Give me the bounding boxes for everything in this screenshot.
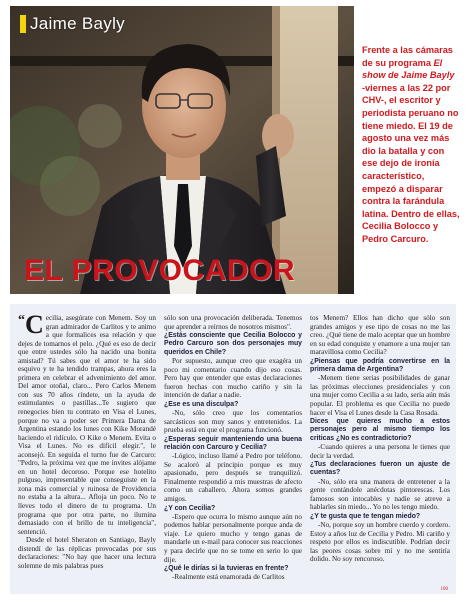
open-quote-icon: “ — [18, 313, 25, 328]
section-tag — [20, 14, 125, 34]
interview-question: ¿Estás consciente que Cecilia Bolocco y Pedro Carcuro son dos personajes muy queridos en Chile? — [164, 332, 302, 356]
interview-question: Dices que quieres mucho a estos personajes pero al mismo tiempo los criticas ¿No es contradictorio? — [310, 418, 450, 442]
column-1 — [18, 310, 156, 570]
interview-answer: -Espero que ocurra lo mismo aunque aún no podemos hablar personalmente porque anda de viaje. Le quiero mucho y tengo ganas de mandarle un e-mail para conocer sus reacciones y para decirle que no se tome en serio lo que dije. — [164, 512, 302, 564]
interview-question: ¿Qué le dirías si la tuvieras en frente? — [164, 565, 289, 573]
section-title: Jaime Bayly — [30, 14, 125, 33]
interview-question: ¿Piensas que podría convertirse en la primera dama de Argentina? — [310, 357, 450, 374]
intro-paragraph — [362, 44, 460, 246]
page-number: 100 — [440, 587, 448, 592]
interview-answer: -No, sólo creo que los comentarios sarcásticos son muy sanos y entretenidos. La prueba está en que el programa funcionó. — [164, 409, 302, 435]
portrait-illustration — [10, 6, 354, 294]
paragraph-text: Desde el hotel Sheraton en Santiago, Bayly distendí de las réplicas provocadas por sus declaraciones: "No hay que hacer una lectura solemne de mis palabras pues — [18, 536, 156, 570]
paragraph-text: ecilia, asegúrate con Menem. Soy un gran admirador de Carlitos y te animo a que formalices esa relación y que dejes de tomarnos el pelo. ¿Qué es eso de decir que entre ustedes sólo ha nacido una bonita amistad? Tú sabes que el amor te ha sido esquivo y te ha tendido trampas, ahora eres la primera en celebrar el advenimiento del amor. Del amor otoñal, claro... Pero Carlos Menem con sus 70 años ríndete, un la ayuda de estimulantes o pastillas...Te sugiero que renegocies bien tu contrato en Visa el Lunes, porque no va a poder ser Primera Dama de Argentina estando los lunes con Kike Morandé haciendo el ridículo. O Kike o Menem. Evita o Visa el Lunes. No es difícil elegir.", le aconsejó. En seguida el turno fue de Carcuro: "Pedro, la próxima vez que me invites alójame en un hotel decoroso. Porque ese hotelito pulguso, impresentable que conseguiste en la zona más comercial y ruinosa de Providencia no estaba a la altura... Afloja un poco. No te lleves todo el dinero de tu programa. Un programa que por otra parte, no ilumina demasiado con el brillo de tu inteligencia", sentenció. — [18, 314, 156, 536]
column-2 — [164, 314, 302, 582]
interview-question: ¿Ese es una disculpa? — [164, 400, 239, 408]
interview-answer: -Menem tiene serias posibilidades de ganar las próximas elecciones presidenciales y con una mujer como Cecilia a su lado, sería aún más popular. El problema es que Cecilia no puede hacer el Visa el Lunes desde la Casa Rosada. — [310, 374, 450, 417]
interview-answer: Por supuesto, aunque creo que exagéra un poco mi comentario cuando dijo eso cosas. Pero hay que entender que estas declaraciones fueron hechas con mucho cariño y sin la intención de dañar a nadie. — [164, 356, 302, 400]
intro-part-3: -viernes a las 22 por CHV-, el escritor y periodista peruano no tiene miedo. El 19 de agosto una vez más dio la batalla y con ese dejo de ironía característico, empezó a disparar contra la farándula latina. Dentro de ellas, Cecilia Bolocco y Pedro Carcuro. — [362, 82, 460, 244]
interview-answer: -Cuando quieres a una persona le tienes que decir la verdad. — [310, 442, 450, 460]
intro-text — [362, 44, 460, 246]
section-tag-marker — [20, 15, 26, 33]
drop-cap: “C — [18, 310, 44, 339]
interview-answer: -Lógico, incluso llamé a Pedro por teléfono. Se acaloró al principio porque es muy apasionado, pero después se tranquilizó. Finalmente respondió a mis muestras de afecto como un caballero. Ahora somos grandes amigos. — [164, 452, 302, 503]
column-3 — [310, 314, 450, 564]
interview-answer: -No, porque soy un hombre cuerdo y cordero. Estoy a años luz de Cecilia y Pedro. Mi cariño y respeto por ellos es indiscutible. Podrían decir las peores cosas sobre mí y no me sentiría dolido. No soy rencoroso. — [310, 521, 450, 564]
portrait-photo — [10, 6, 354, 294]
interview-question: ¿Y te gusta que te tengan miedo? — [310, 512, 421, 520]
article-body — [10, 304, 456, 594]
intro-part-1: Frente a las cámaras de su programa — [362, 45, 453, 68]
show-title: El show de Jaime Bayly — [362, 57, 455, 81]
interview-answer: -Realmente está enamorada de Carlitos — [172, 573, 285, 582]
paragraph-text: tos Menem? Ellos han dicho que sólo son grandes amigos y ese tipo de cosas no me las creo. ¿Qué tiene de malo aceptar que un hombre en su edad conquiste y enamore a una mujer tan maravillosa como Cecilia? — [310, 314, 450, 357]
interview-question: ¿Tus declaraciones fueron un ajuste de cuentas? — [310, 461, 450, 477]
interview-answer: -No, sólo era una manera de entretener a la gente contándole anécdotas pintorescas. Los famosos son intocables y nadie se atreve a hablarles sin miedo... Yo no les tengo miedo. — [310, 477, 450, 512]
interview-question: ¿Esperas seguir manteniendo una buena relación con Carcuro y Cecilia? — [164, 435, 302, 451]
headline: EL PROVOCADOR — [24, 254, 295, 287]
paragraph-text: sólo son una provocación deliberada. Tenemos que aprender a reírnos de nosotros mismos". — [164, 314, 302, 331]
interview-question: ¿Y con Cecilia? — [164, 504, 216, 512]
opening-paragraph — [18, 310, 156, 536]
